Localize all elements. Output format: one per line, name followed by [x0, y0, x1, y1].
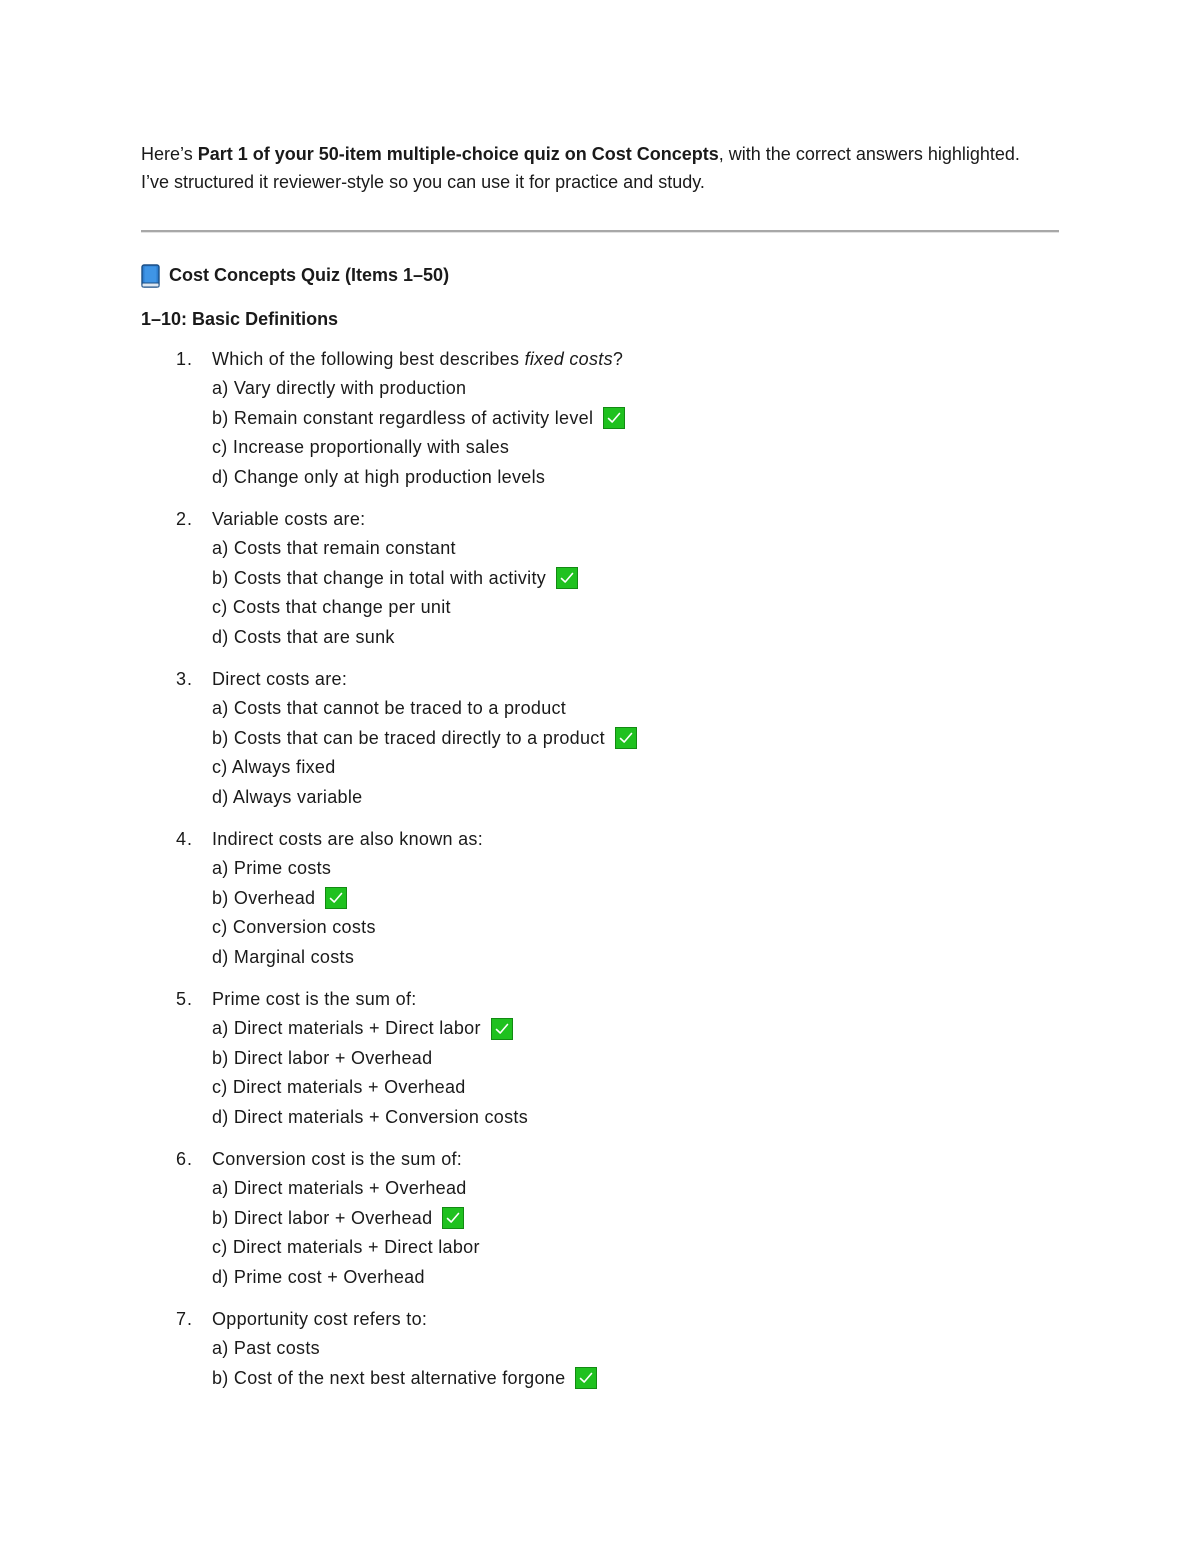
answer-option: [212, 854, 1061, 884]
answer-option: [212, 433, 1061, 463]
answer-option-label: d) Always variable: [212, 786, 363, 807]
question-text-main: Direct costs are:: [212, 669, 348, 689]
answer-option: [212, 1233, 1061, 1263]
answer-option-label: d) Change only at high production levels: [212, 466, 546, 487]
answer-option-label: c) Costs that change per unit: [212, 597, 451, 617]
question-item: [141, 1145, 1061, 1292]
quiz-title: [141, 261, 1061, 289]
answer-option: [212, 564, 1061, 594]
question-text-main: Opportunity cost refers to:: [212, 1309, 428, 1329]
question-item: [141, 985, 1061, 1132]
answer-option-label: b) Overhead: [212, 887, 316, 908]
question-text: [212, 1145, 1061, 1174]
question-text: [212, 345, 1061, 374]
answer-option: [212, 374, 1061, 404]
answer-option: [212, 1204, 1061, 1234]
answer-option-label: c) Always fixed: [212, 757, 336, 777]
answer-option: [212, 1174, 1061, 1204]
answer-option-label: a) Direct materials + Overhead: [212, 1178, 467, 1198]
answer-option: [212, 1334, 1061, 1364]
check-mark-icon: [603, 407, 625, 429]
question-text: [212, 505, 1061, 534]
answer-option: [212, 724, 1061, 754]
question-text-end: ?: [612, 349, 624, 369]
answer-option: [212, 623, 1061, 653]
book-icon: [141, 264, 159, 286]
answer-option: [212, 694, 1061, 724]
document-page: [141, 140, 1061, 1406]
answer-option-label: a) Vary directly with production: [212, 378, 467, 398]
answer-option-label: a) Costs that remain constant: [212, 538, 456, 558]
question-text-main: Conversion cost is the sum of:: [212, 1149, 463, 1169]
question-text: [212, 825, 1061, 854]
question-list: [141, 345, 1061, 1393]
answer-option-label: d) Direct materials + Conversion costs: [212, 1106, 529, 1127]
question-text: [212, 985, 1061, 1014]
question-number: 3.: [176, 669, 194, 689]
answer-option: [212, 593, 1061, 623]
question-text: [212, 1305, 1061, 1334]
question-text: [212, 665, 1061, 694]
question-number: 7.: [176, 1309, 194, 1329]
answer-option-label: b) Direct labor + Overhead: [212, 1207, 433, 1228]
question-item: [141, 665, 1061, 812]
answer-option: [212, 1263, 1061, 1293]
quiz-title-text: Cost Concepts Quiz (Items 1–50): [169, 264, 450, 285]
answer-option-label: a) Prime costs: [212, 858, 332, 878]
check-mark-icon: [325, 887, 347, 909]
answer-option-label: d) Prime cost + Overhead: [212, 1266, 425, 1287]
answer-option: [212, 463, 1061, 493]
question-item: [141, 505, 1061, 652]
answer-option-label: b) Direct labor + Overhead: [212, 1047, 433, 1068]
question-text-main: Which of the following best describes: [212, 349, 525, 369]
answer-option: [212, 1364, 1061, 1394]
answer-option-label: b) Costs that change in total with activity: [212, 567, 547, 588]
intro-bold-text: Part 1 of your 50-item multiple-choice quiz on Cost Concepts: [197, 144, 719, 164]
question-text-main: Indirect costs are also known as:: [212, 829, 484, 849]
check-mark-icon: [615, 727, 637, 749]
answer-option-label: a) Past costs: [212, 1338, 320, 1358]
answer-option-label: d) Costs that are sunk: [212, 626, 395, 647]
answer-option-label: a) Costs that cannot be traced to a product: [212, 698, 567, 718]
intro-paragraph: [141, 140, 1041, 196]
answer-option: [212, 1103, 1061, 1133]
check-mark-icon: [575, 1367, 597, 1389]
answer-option: [212, 753, 1061, 783]
answer-option: [212, 534, 1061, 564]
answer-option: [212, 943, 1061, 973]
answer-option-label: b) Remain constant regardless of activity level: [212, 407, 594, 428]
question-item: [141, 1305, 1061, 1393]
answer-option: [212, 913, 1061, 943]
question-number: 1.: [176, 349, 194, 369]
question-number: 2.: [176, 509, 194, 529]
answer-option-label: c) Direct materials + Direct labor: [212, 1237, 480, 1257]
question-text-main: Prime cost is the sum of:: [212, 989, 417, 1009]
answer-option-label: a) Direct materials + Direct labor: [212, 1018, 481, 1038]
intro-text-end: , with the correct answers highlighted. I’ve structured it reviewer-style so you can use it for practice and study.: [141, 144, 1020, 192]
answer-option-label: c) Increase proportionally with sales: [212, 437, 510, 457]
question-number: 4.: [176, 829, 194, 849]
answer-option-label: c) Conversion costs: [212, 917, 376, 937]
answer-option: [212, 1073, 1061, 1103]
question-text-emphasis: fixed costs: [524, 349, 613, 369]
check-mark-icon: [442, 1207, 464, 1229]
question-number: 6.: [176, 1149, 194, 1169]
answer-option-label: c) Direct materials + Overhead: [212, 1077, 466, 1097]
question-number: 5.: [176, 989, 194, 1009]
question-item: [141, 345, 1061, 492]
question-text-main: Variable costs are:: [212, 509, 366, 529]
intro-text-start: Here’s: [141, 144, 198, 164]
answer-option-label: d) Marginal costs: [212, 946, 355, 967]
horizontal-divider: [141, 230, 1059, 233]
check-mark-icon: [556, 567, 578, 589]
answer-option: [212, 1014, 1061, 1044]
question-item: [141, 825, 1061, 972]
answer-option: [212, 783, 1061, 813]
answer-option: [212, 404, 1061, 434]
answer-option: [212, 884, 1061, 914]
answer-option-label: b) Cost of the next best alternative forgone: [212, 1367, 566, 1388]
answer-option-label: b) Costs that can be traced directly to a product: [212, 727, 605, 748]
section-heading: 1–10: Basic Definitions: [141, 309, 339, 329]
answer-option: [212, 1044, 1061, 1074]
check-mark-icon: [491, 1018, 513, 1040]
